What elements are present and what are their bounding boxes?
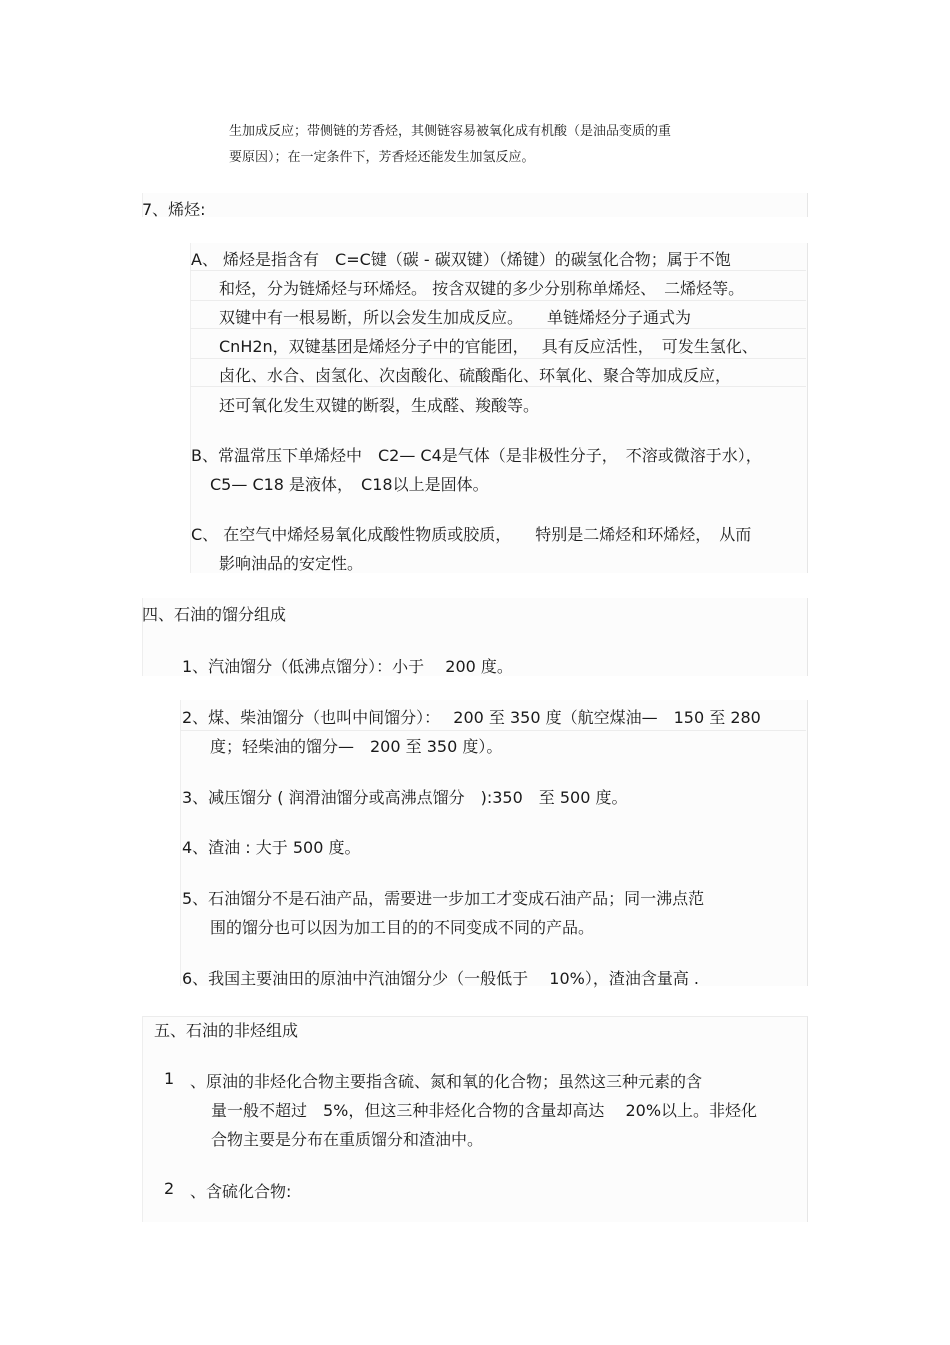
section5-item-1-line-1: 、原油的非烃化合物主要指含硫、氮和氧的化合物；虽然这三种元素的含 <box>190 1072 703 1091</box>
section7-a-line-6: 还可氧化发生双键的断裂，生成醛、羧酸等。 <box>219 396 540 415</box>
rule <box>190 328 806 329</box>
rule <box>180 730 806 731</box>
section4-item-1: 1、汽油馏分（低沸点馏分）：小于 200 度。 <box>182 657 513 676</box>
section7-a-line-2: 和烃，分为链烯烃与环烯烃。 按含双键的多少分别称单烯烃、 二烯烃等。 <box>219 279 745 298</box>
section5-item-1-line-2: 量一般不超过 5%，但这三种非烃化合物的含量却高达 20%以上。非烃化 <box>211 1101 758 1120</box>
section4-item-5-line-2: 围的馏分也可以因为加工目的的不同变成不同的产品。 <box>210 918 595 937</box>
section7-b-line-1: B、常温常压下单烯烃中 C2— C4是气体（是非极性分子， 不溶或微溶于水）， <box>191 446 762 465</box>
section4-item-6: 6、我国主要油田的原油中汽油馏分少（一般低于 10%），渣油含量高 . <box>182 969 700 988</box>
intro-line-2: 要原因）；在一定条件下，芳香烃还能发生加氢反应。 <box>229 150 535 165</box>
section4-item-2-line-2: 度；轻柴油的馏分— 200 至 350 度）。 <box>210 737 503 756</box>
section4-item-5-line-1: 5、石油馏分不是石油产品，需要进一步加工才变成石油产品；同一沸点范 <box>182 889 705 908</box>
section7-heading-band <box>142 193 808 217</box>
section7-a-line-4: CnH2n，双键基团是烯烃分子中的官能团， 具有反应活性， 可发生氢化、 <box>219 337 758 356</box>
rule <box>190 270 806 271</box>
section7-c-line-1: C、 在空气中烯烃易氧化成酸性物质或胶质， 特别是二烯烃和环烯烃， 从而 <box>191 525 752 544</box>
rule <box>190 300 806 301</box>
section5-item-2: 、含硫化合物: <box>190 1182 292 1201</box>
section7-a-line-1: A、 烯烃是指含有 C=C键（碳 - 碳双键）（烯键）的碳氢化合物；属于不饱 <box>191 250 731 269</box>
section4-item-2-line-1: 2、煤、柴油馏分（也叫中间馏分）： 200 至 350 度（航空煤油— 150 至 280 <box>182 708 761 727</box>
section7-heading: 7、烯烃: <box>142 200 206 219</box>
section7-a-line-5: 卤化、水合、卤氢化、次卤酸化、硫酸酯化、环氧化、聚合等加成反应， <box>219 366 732 385</box>
section7-b-line-2: C5— C18 是液体， C18以上是固体。 <box>210 475 489 494</box>
section5-item-1-number: 1 <box>164 1069 175 1088</box>
intro-line-1: 生加成反应；带侧链的芳香烃，其侧链容易被氧化成有机酸（是油品变质的重 <box>229 124 672 139</box>
section7-c-line-2: 影响油品的安定性。 <box>219 554 364 573</box>
rule <box>190 386 806 387</box>
section5-heading: 五、石油的非烃组成 <box>154 1021 299 1040</box>
section5-item-1-line-3: 合物主要是分布在重质馏分和渣油中。 <box>211 1130 484 1149</box>
section4-item-4: 4、渣油 : 大于 500 度。 <box>182 838 361 857</box>
section4-heading: 四、石油的馏分组成 <box>142 605 287 624</box>
section7-a-line-3: 双键中有一根易断，所以会发生加成反应。 单链烯烃分子通式为 <box>219 308 692 327</box>
section5-item-2-number: 2 <box>164 1179 175 1198</box>
rule <box>190 358 806 359</box>
section4-item-3: 3、减压馏分 ( 润滑油馏分或高沸点馏分 ):350 至 500 度。 <box>182 788 628 807</box>
